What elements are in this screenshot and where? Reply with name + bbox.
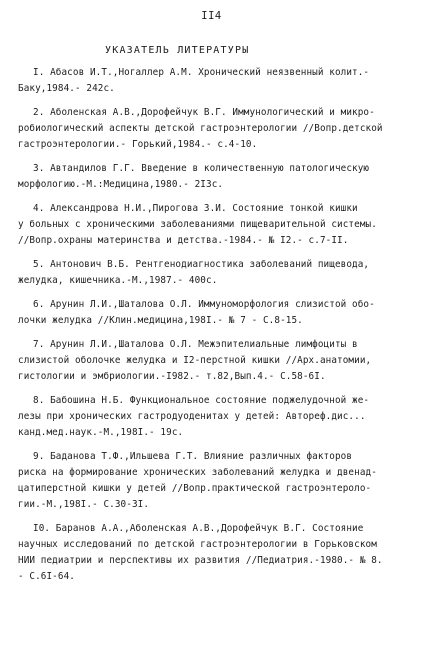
reference-line: 5. Антонович В.Б. Рентгенодиагностика заболеваний пищевода, [33,259,370,270]
reference-line: //Вопр.охраны материнства и детства.-1984.- № I2.- с.7-II. [18,235,349,246]
reference-line: гастроэнтерологии.- Горький,1984.- с.4-10. [18,139,258,150]
reference-line: 2. Аболенская А.В.,Дорофейчук В.Г. Иммунологический и микро- [33,107,375,118]
reference-line: канд.мед.наук.-М.,198I.- 19с. [18,427,184,438]
reference-line: лочки желудка //Клин.медицина,198I.- № 7 - С.8-15. [18,315,303,326]
reference-line: гии.-М.,198I.- С.30-3I. [18,499,150,510]
reference-line: НИИ педиатрии и перспективы их развития //Педиатрия.-1980.- № 8. [18,555,383,566]
reference-line: желудка, кишечника.-М.,1987.- 400с. [18,275,218,286]
reference-line: 6. Арунин Л.И.,Шаталова О.Л. Иммуноморфология слизистой обо- [33,299,375,310]
reference-line: I0. Баранов А.А.,Аболенская А.В.,Дорофейчук В.Г. Состояние [33,523,364,534]
page-number: II4 [201,10,222,22]
reference-line: 4. Александрова Н.И.,Пирогова З.И. Состояние тонкой кишки [33,203,358,214]
reference-line: морфологию.-М.:Медицина,1980.- 2I3с. [18,179,224,190]
reference-line: гистологии и эмбриологии.-I982.- т.82,Вып.4.- С.58-6I. [18,371,326,382]
reference-line: лезы при хронических гастродуоденитах у детей: Автореф.дис... [18,411,366,422]
reference-line: цатиперстной кишки у детей //Вопр.практической гастроэнтероло- [18,483,372,494]
reference-line: робиологический аспекты детской гастроэнтерологии //Вопр.детской [18,123,383,134]
reference-line: Баку,1984.- 242с. [18,83,115,94]
reference-line: 9. Баданова Т.Ф.,Ильшева Г.Т. Влияние различных факторов [33,451,353,462]
reference-line: риска на формирование хронических заболеваний желудка и двенад- [18,467,377,478]
reference-line: у больных с хроническими заболеваниями пищеварительной системы. [18,219,377,230]
reference-line: I. Абасов И.Т.,Ногаллер А.М. Хронический неязвенный колит.- [33,67,370,78]
reference-line: научных исследований по детской гастроэнтерологии в Горьковском [18,539,377,550]
section-heading: УКАЗАТЕЛЬ ЛИТЕРАТУРЫ [105,45,250,56]
reference-line: 7. Арунин Л.И.,Шаталова О.Л. Межэпителиальные лимфоциты в [33,339,358,350]
reference-line: - С.6I-64. [18,571,75,582]
reference-line: 8. Бабошина Н.Б. Функциональное состояние поджелудочной же- [33,395,370,406]
reference-line: слизистой оболочке желудка и I2-перстной кишки //Арх.анатомии, [18,355,372,366]
reference-line: 3. Автандилов Г.Г. Введение в количественную патологическую [33,163,370,174]
